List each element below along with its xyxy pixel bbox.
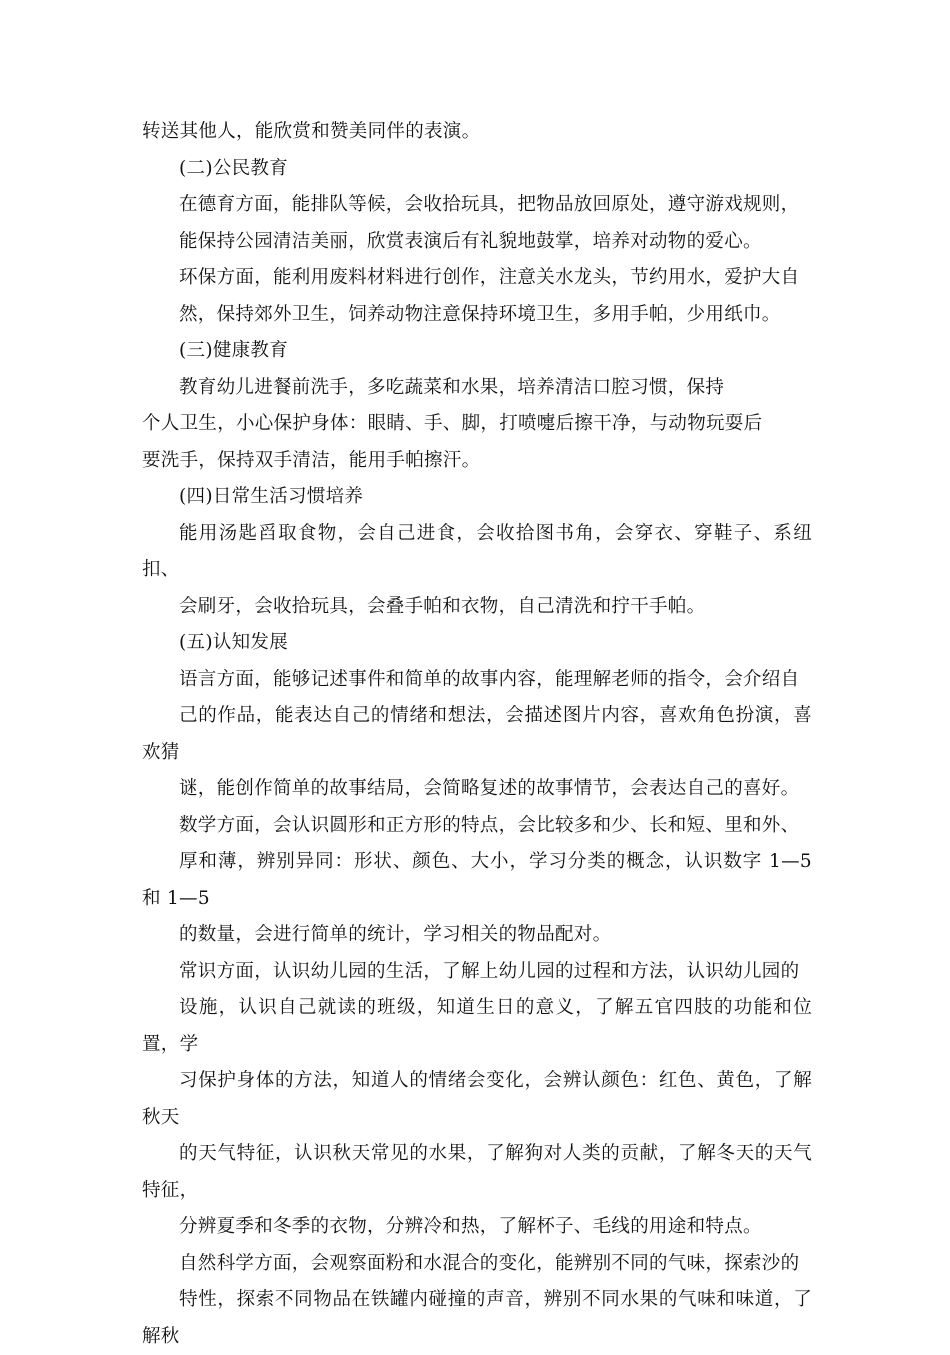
section-heading [142,625,812,662]
text-line: 厚和薄，辨别异同：形状、颜色、大小，学习分类的概念，认识数字 1—5 和 1—5 [142,844,812,917]
text-line: 能保持公园清洁美丽，欣赏表演后有礼貌地鼓掌，培养对动物的爱心。 [142,224,812,261]
body-paragraph [142,808,812,954]
text-line: (二)公民教育 [142,151,812,188]
text-line: 转送其他人，能欣赏和赞美同伴的表演。 [142,114,812,151]
text-line: 数学方面，会认识圆形和正方形的特点，会比较多和少、长和短、里和外、 [142,808,812,845]
section-heading [142,151,812,188]
text-line: 个人卫生，小心保护身体：眼睛、手、脚，打喷嚏后擦干净，与动物玩耍后 [142,406,812,443]
text-line: (四)日常生活习惯培养 [142,479,812,516]
text-line: 设施，认识自己就读的班级，知道生日的意义，了解五官四肢的功能和位置，学 [142,990,812,1063]
text-line: 常识方面，认识幼儿园的生活，了解上幼儿园的过程和方法，认识幼儿园的 [142,954,812,991]
text-line: 教育幼儿进餐前洗手，多吃蔬菜和水果，培养清洁口腔习惯，保持 [142,370,812,407]
body-paragraph [142,662,812,808]
text-line: 特性，探索不同物品在铁罐内碰撞的声音，辨别不同水果的气味和味道，了解秋 [142,1282,812,1355]
text-line: (三)健康教育 [142,333,812,370]
text-line: 分辨夏季和冬季的衣物，分辨冷和热，了解杯子、毛线的用途和特点。 [142,1209,812,1246]
text-line: 的数量，会进行简单的统计，学习相关的物品配对。 [142,917,812,954]
body-paragraph [142,370,812,407]
body-paragraph [142,260,812,333]
text-line: 的天气特征，认识秋天常见的水果，了解狗对人类的贡献，了解冬天的天气特征， [142,1136,812,1209]
text-line: 环保方面，能利用废料材料进行创作，注意关水龙头，节约用水，爱护大自 [142,260,812,297]
body-paragraph [142,114,812,151]
text-line: 在德育方面，能排队等候，会收拾玩具，把物品放回原处，遵守游戏规则， [142,187,812,224]
text-line: 谜，能创作简单的故事结局，会简略复述的故事情节，会表达自己的喜好。 [142,771,812,808]
text-line: 自然科学方面，会观察面粉和水混合的变化，能辨别不同的气味，探索沙的 [142,1246,812,1283]
body-paragraph [142,516,812,626]
text-line: 然，保持郊外卫生，饲养动物注意保持环境卫生，多用手帕，少用纸巾。 [142,297,812,334]
body-paragraph [142,406,812,479]
body-paragraph [142,954,812,1246]
text-line: 能用汤匙舀取食物，会自己进食，会收拾图书角，会穿衣、穿鞋子、系纽扣、 [142,516,812,589]
text-line: 己的作品，能表达自己的情绪和想法，会描述图片内容，喜欢角色扮演，喜欢猜 [142,698,812,771]
text-line: 习保护身体的方法，知道人的情绪会变化，会辨认颜色：红色、黄色，了解秋天 [142,1063,812,1136]
text-line: 会刷牙，会收拾玩具，会叠手帕和衣物，自己清洗和拧干手帕。 [142,589,812,626]
body-paragraph [142,1246,812,1355]
section-heading [142,479,812,516]
text-line: 要洗手，保持双手清洁，能用手帕擦汗。 [142,443,812,480]
section-heading [142,333,812,370]
text-line: (五)认知发展 [142,625,812,662]
document-body [142,114,812,1355]
text-line: 语言方面，能够记述事件和简单的故事内容，能理解老师的指令，会介绍自 [142,662,812,699]
body-paragraph [142,187,812,260]
